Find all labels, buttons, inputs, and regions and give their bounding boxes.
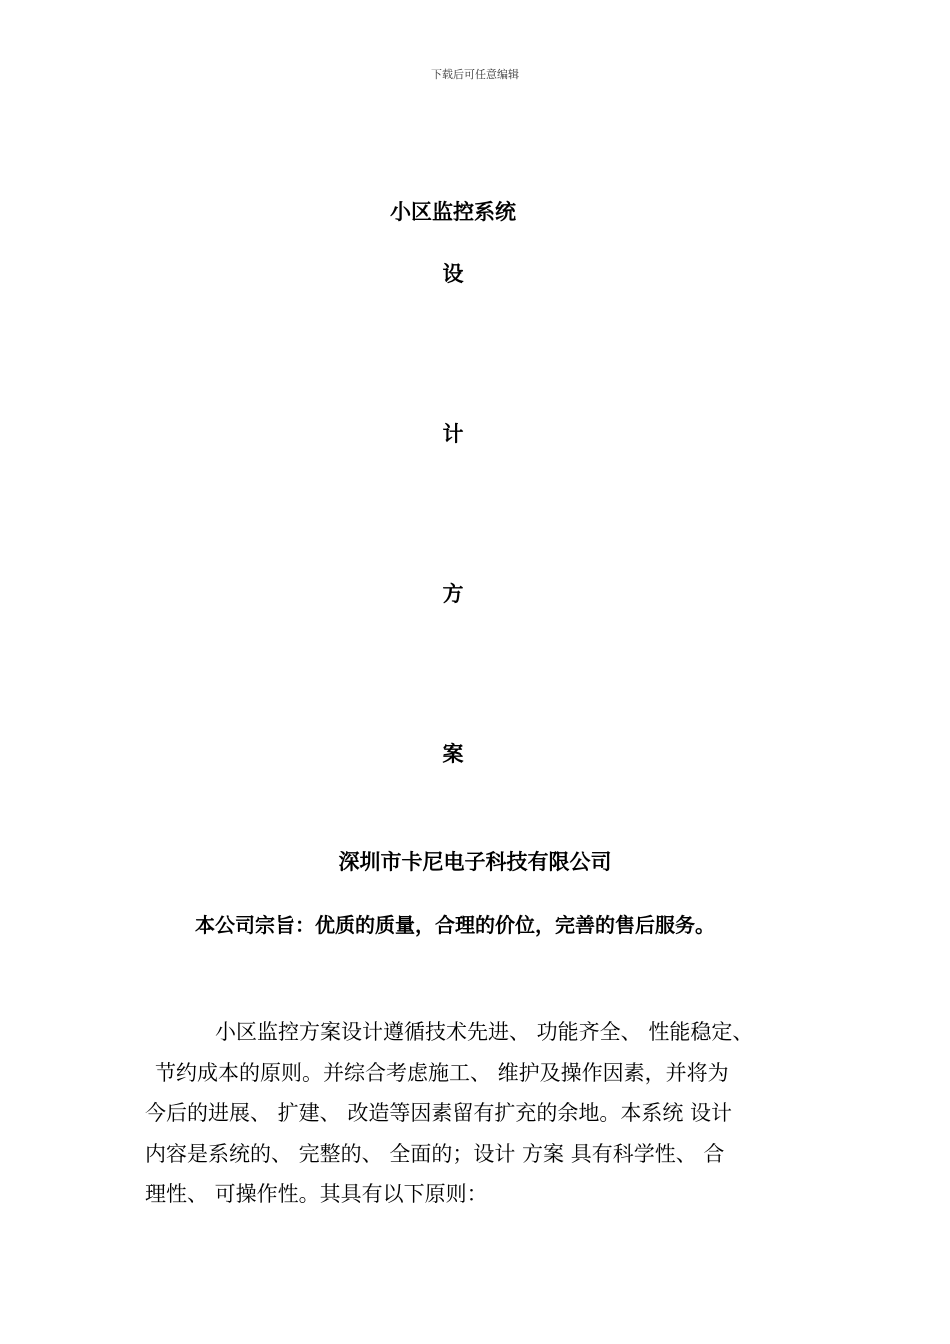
document-title: 小区监控系统: [390, 200, 516, 224]
title-char-ji: 计: [442, 422, 464, 446]
title-char-she: 设: [442, 262, 464, 286]
title-char-fang: 方: [442, 582, 464, 606]
body-line: 今后的进展、 扩建、 改造等因素留有扩充的余地。本系统 设计: [145, 1101, 733, 1125]
title-char-an: 案: [442, 742, 464, 766]
body-line: 节约成本的原则。并综合考虑施工、 维护及操作因素，并将为: [155, 1061, 729, 1085]
body-line: 内容是系统的、 完整的、 全面的；设计 方案 具有科学性、 合: [145, 1142, 725, 1166]
company-name: 深圳市卡尼电子科技有限公司: [338, 850, 612, 874]
body-line: 理性、 可操作性。其具有以下原则：: [145, 1182, 488, 1206]
company-motto: 本公司宗旨：优质的质量，合理的价位，完善的售后服务。: [195, 913, 715, 937]
header-note: 下载后可任意编辑: [431, 68, 519, 81]
body-line: 小区监控方案设计遵循技术先进、 功能齐全、 性能稳定、: [215, 1020, 754, 1044]
